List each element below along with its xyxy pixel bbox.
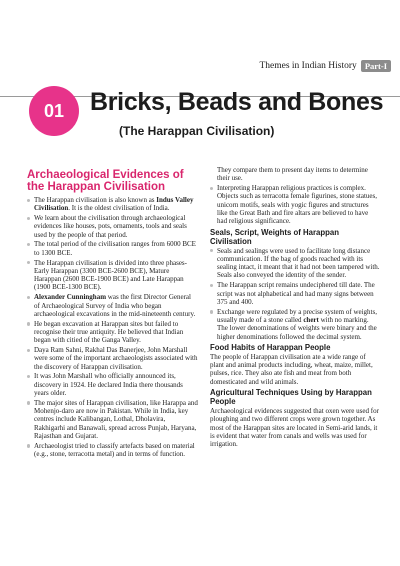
evidence-list	[27, 196, 198, 458]
list-item: He began excavation at Harappan sites but failed to recognise their true antiquity. He believed that Indian began with citied of the Ganga Valley.	[27, 320, 198, 345]
agriculture-paragraph: Archaeological evidences suggested that oxen were used for ploughing and two different crops were grown together. As most of the Harappan sites are located in Semi-arid lands, it is evident that water from canals and wells was used for irrigation.	[210, 407, 379, 449]
list-item: The major sites of Harappan civilisation, like Harappa and Mohenjo-daro are now in Pakistan. While in India, key centres include Kalibangan, Lothal, Dholavira, Rakhigarhi and Banawali, spread across Punjab, Haryana, Rajasthan and Gujarat.	[27, 399, 198, 440]
section-title: Archaeological Evidences of the Harappan Civilisation	[27, 169, 184, 193]
seals-list	[210, 247, 380, 341]
subheading-food: Food Habits of Harappan People	[210, 342, 331, 352]
running-head	[259, 60, 391, 72]
list-item: Alexander Cunningham was the first Director General of Archaeological Survey of India who began archaeological excavations in the mid-nineteenth century.	[27, 293, 198, 318]
chapter-number-badge: 01	[29, 86, 79, 136]
part-badge: Part-I	[361, 60, 391, 72]
continued-text: They compare them to present day items to determine their use.	[217, 166, 368, 183]
list-item: The total period of the civilisation ranges from 6000 BCE to 1300 BCE.	[27, 240, 198, 257]
list-item: Archaeologist tried to classify artefacts based on material (e.g., stone, terracotta metal) and in terms of function.	[27, 442, 198, 459]
subheading-seals: Seals, Script, Weights of Harappan Civilisation	[210, 227, 339, 246]
list-item: The Harappan civilisation is divided into three phases- Early Harappan (3300 BCE-2600 BCE), Mature Harappan (2600 BCE-1900 BCE) and Late Harappan (1900 BCE-1300 BCE).	[27, 259, 198, 292]
chapter-subtitle: (The Harappan Civilisation)	[119, 124, 275, 138]
list-item: Exchange were regulated by a precise system of weights, usually made of a stone called chert with no marking. The lower denominations of weights were binary and the higher denominations followed the decimal system.	[210, 308, 380, 341]
right-column	[210, 166, 380, 450]
left-column	[27, 170, 198, 460]
chapter-title: Bricks, Beads and Bones	[90, 88, 384, 116]
list-item: It was John Marshall who officially announced its, discovery in 1924. He declared India there thousands years older.	[27, 372, 198, 397]
list-item: We learn about the civilisation through archaeological evidences like houses, pots, ornaments, tools and seals used by the people of that period.	[27, 214, 198, 239]
list-item: Interpreting Harappan religious practices is complex. Objects such as terracotta female figurines, stone statues, unicorn motifs, seals with yogic figures and structures like the Great Bath and fire altars are believed to have had religious significance.	[210, 184, 380, 225]
list-item: Seals and sealings were used to facilitate long distance communication. If the bag of goods reached with its sealing intact, it meant that it had not been tampered with. Seals also conveyed the identity of the sender.	[210, 247, 380, 280]
running-title: Themes in Indian History	[259, 61, 357, 71]
religion-list	[210, 184, 380, 225]
list-item: The Harappan script remains undeciphered till date. The script was not alphabetical and had many signs between 375 and 400.	[210, 281, 380, 306]
list-item: Daya Ram Sahni, Rakhal Das Banerjee, John Marshall were some of the important archaeologists associated with the discovery of Harappan civilisation.	[27, 346, 198, 371]
subheading-agriculture: Agricultural Techniques Using by Harappan People	[210, 388, 372, 407]
food-paragraph: The people of Harappan civilisation ate a wide range of plant and animal products including, wheat, maize, millet, pulses, rice. They also ate fish and meat from both domesticated and wild animals.	[210, 352, 373, 386]
list-item: The Harappan civilisation is also known as Indus Valley Civilisation. It is the oldest civilisation of India.	[27, 196, 198, 213]
